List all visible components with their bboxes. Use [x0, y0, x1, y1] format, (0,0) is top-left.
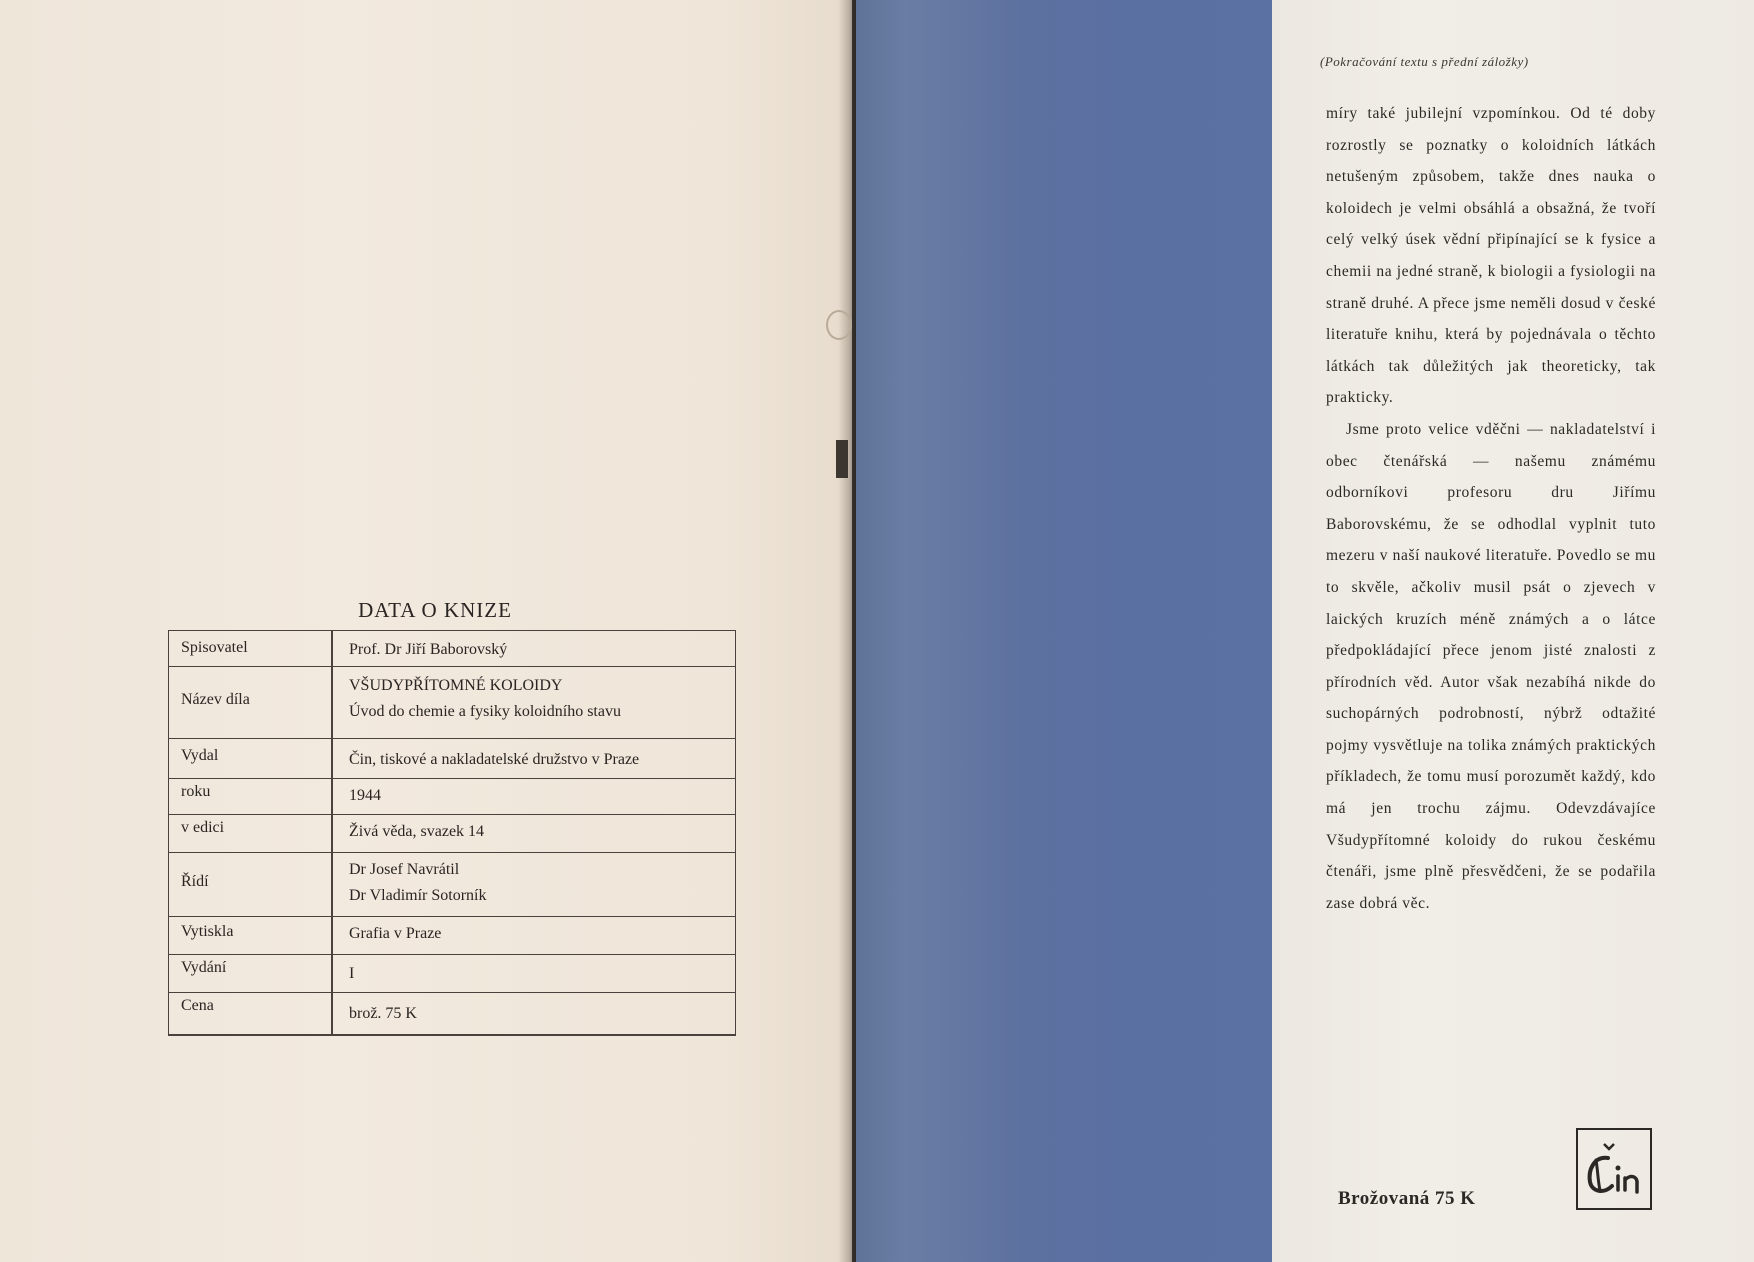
staple [836, 440, 848, 478]
row-value [349, 861, 486, 905]
row-value: I [349, 965, 355, 982]
table-row [169, 955, 735, 993]
spine-shadow [838, 0, 856, 1262]
row-label: Vydal [181, 747, 219, 764]
spine-hole [826, 310, 852, 340]
blurb-paragraph-1: míry také jubilejní vzpomínkou. Od té doby rozrostly se poznatky o koloidních látkách netušeným způsobem, takže dnes nauka o koloidech je velmi obsáhlá a obsažná, že tvoří celý velký úsek vědní připínající se k fysice a chemii na jedné straně, k biologii a fysiologii na straně druhé. A přece jsme neměli dosud v české literatuře knihu, která by pojednávala o těchto látkách tak důležitých jak theoreticky, tak prakticky. [1326, 105, 1656, 407]
blurb-paragraph-2: Jsme proto velice vděčni — nakladatelství i obec čtenářská — našemu známému odborníkovi profesoru dru Jiřímu Baborovskému, že se odhodlal vyplnit tuto mezeru v naší naukové literatuře. Povedlo se mu to skvěle, ačkoliv musil psát o zjevech v laických kruzích méně známých a o látce předpokládající přece jenom jisté znalosti z přírodních věd. Autor však nezabíhá nikde do suchopárných podrobností, nýbrž odtažité pojmy vysvětluje na tolika známých praktických příkladech, že tomu musí porozumět každý, kdo má jen trochu zájmu. Odevzdávajíce Všudypřítomné koloidy do rukou českému čtenáři, jsme plně přesvědčeni, že se podařila zase dobrá věc. [1326, 420, 1656, 912]
row-label: Vydání [181, 959, 227, 976]
editor-2: Dr Vladimír Sotorník [349, 887, 487, 904]
row-value: brož. 75 K [349, 1005, 417, 1022]
table-row [169, 853, 735, 917]
row-value: 1944 [349, 787, 381, 804]
table-row [169, 815, 735, 853]
row-value: Grafia v Praze [349, 925, 442, 942]
work-title: VŠUDYPŘÍTOMNÉ KOLOIDY [349, 677, 563, 694]
row-label: Název díla [181, 691, 250, 708]
row-value: Prof. Dr Jiří Baborovský [349, 641, 508, 658]
editor-1: Dr Josef Navrátil [349, 861, 460, 878]
cin-logo-icon [1578, 1130, 1650, 1208]
row-label: Spisovatel [181, 639, 248, 656]
row-value: Čin, tiskové a nakladatelské družstvo v Praze [349, 751, 640, 768]
table-row [169, 667, 735, 739]
table-title: DATA O KNIZE [358, 598, 512, 622]
table-row [169, 779, 735, 815]
row-label: Vytiskla [181, 923, 234, 940]
row-label: roku [181, 783, 211, 800]
row-label: v edici [181, 819, 225, 836]
continuation-note: (Pokračování textu s přední záložky) [1320, 54, 1529, 69]
blue-cover-strip [856, 0, 1272, 1262]
book-data-table [168, 630, 736, 1036]
work-subtitle: Úvod do chemie a fysiky koloidního stavu [349, 703, 621, 720]
table-row [169, 739, 735, 779]
table-row [169, 631, 735, 667]
row-label: Řídí [181, 873, 209, 890]
column-divider [331, 631, 333, 1035]
table-row [169, 993, 735, 1035]
cin-logo [1576, 1128, 1652, 1210]
row-value [349, 677, 621, 721]
blurb-text [1326, 98, 1656, 919]
price-label: Brožovaná 75 K [1338, 1188, 1476, 1209]
row-label: Cena [181, 997, 214, 1014]
table-row [169, 917, 735, 955]
row-value: Živá věda, svazek 14 [349, 823, 485, 840]
